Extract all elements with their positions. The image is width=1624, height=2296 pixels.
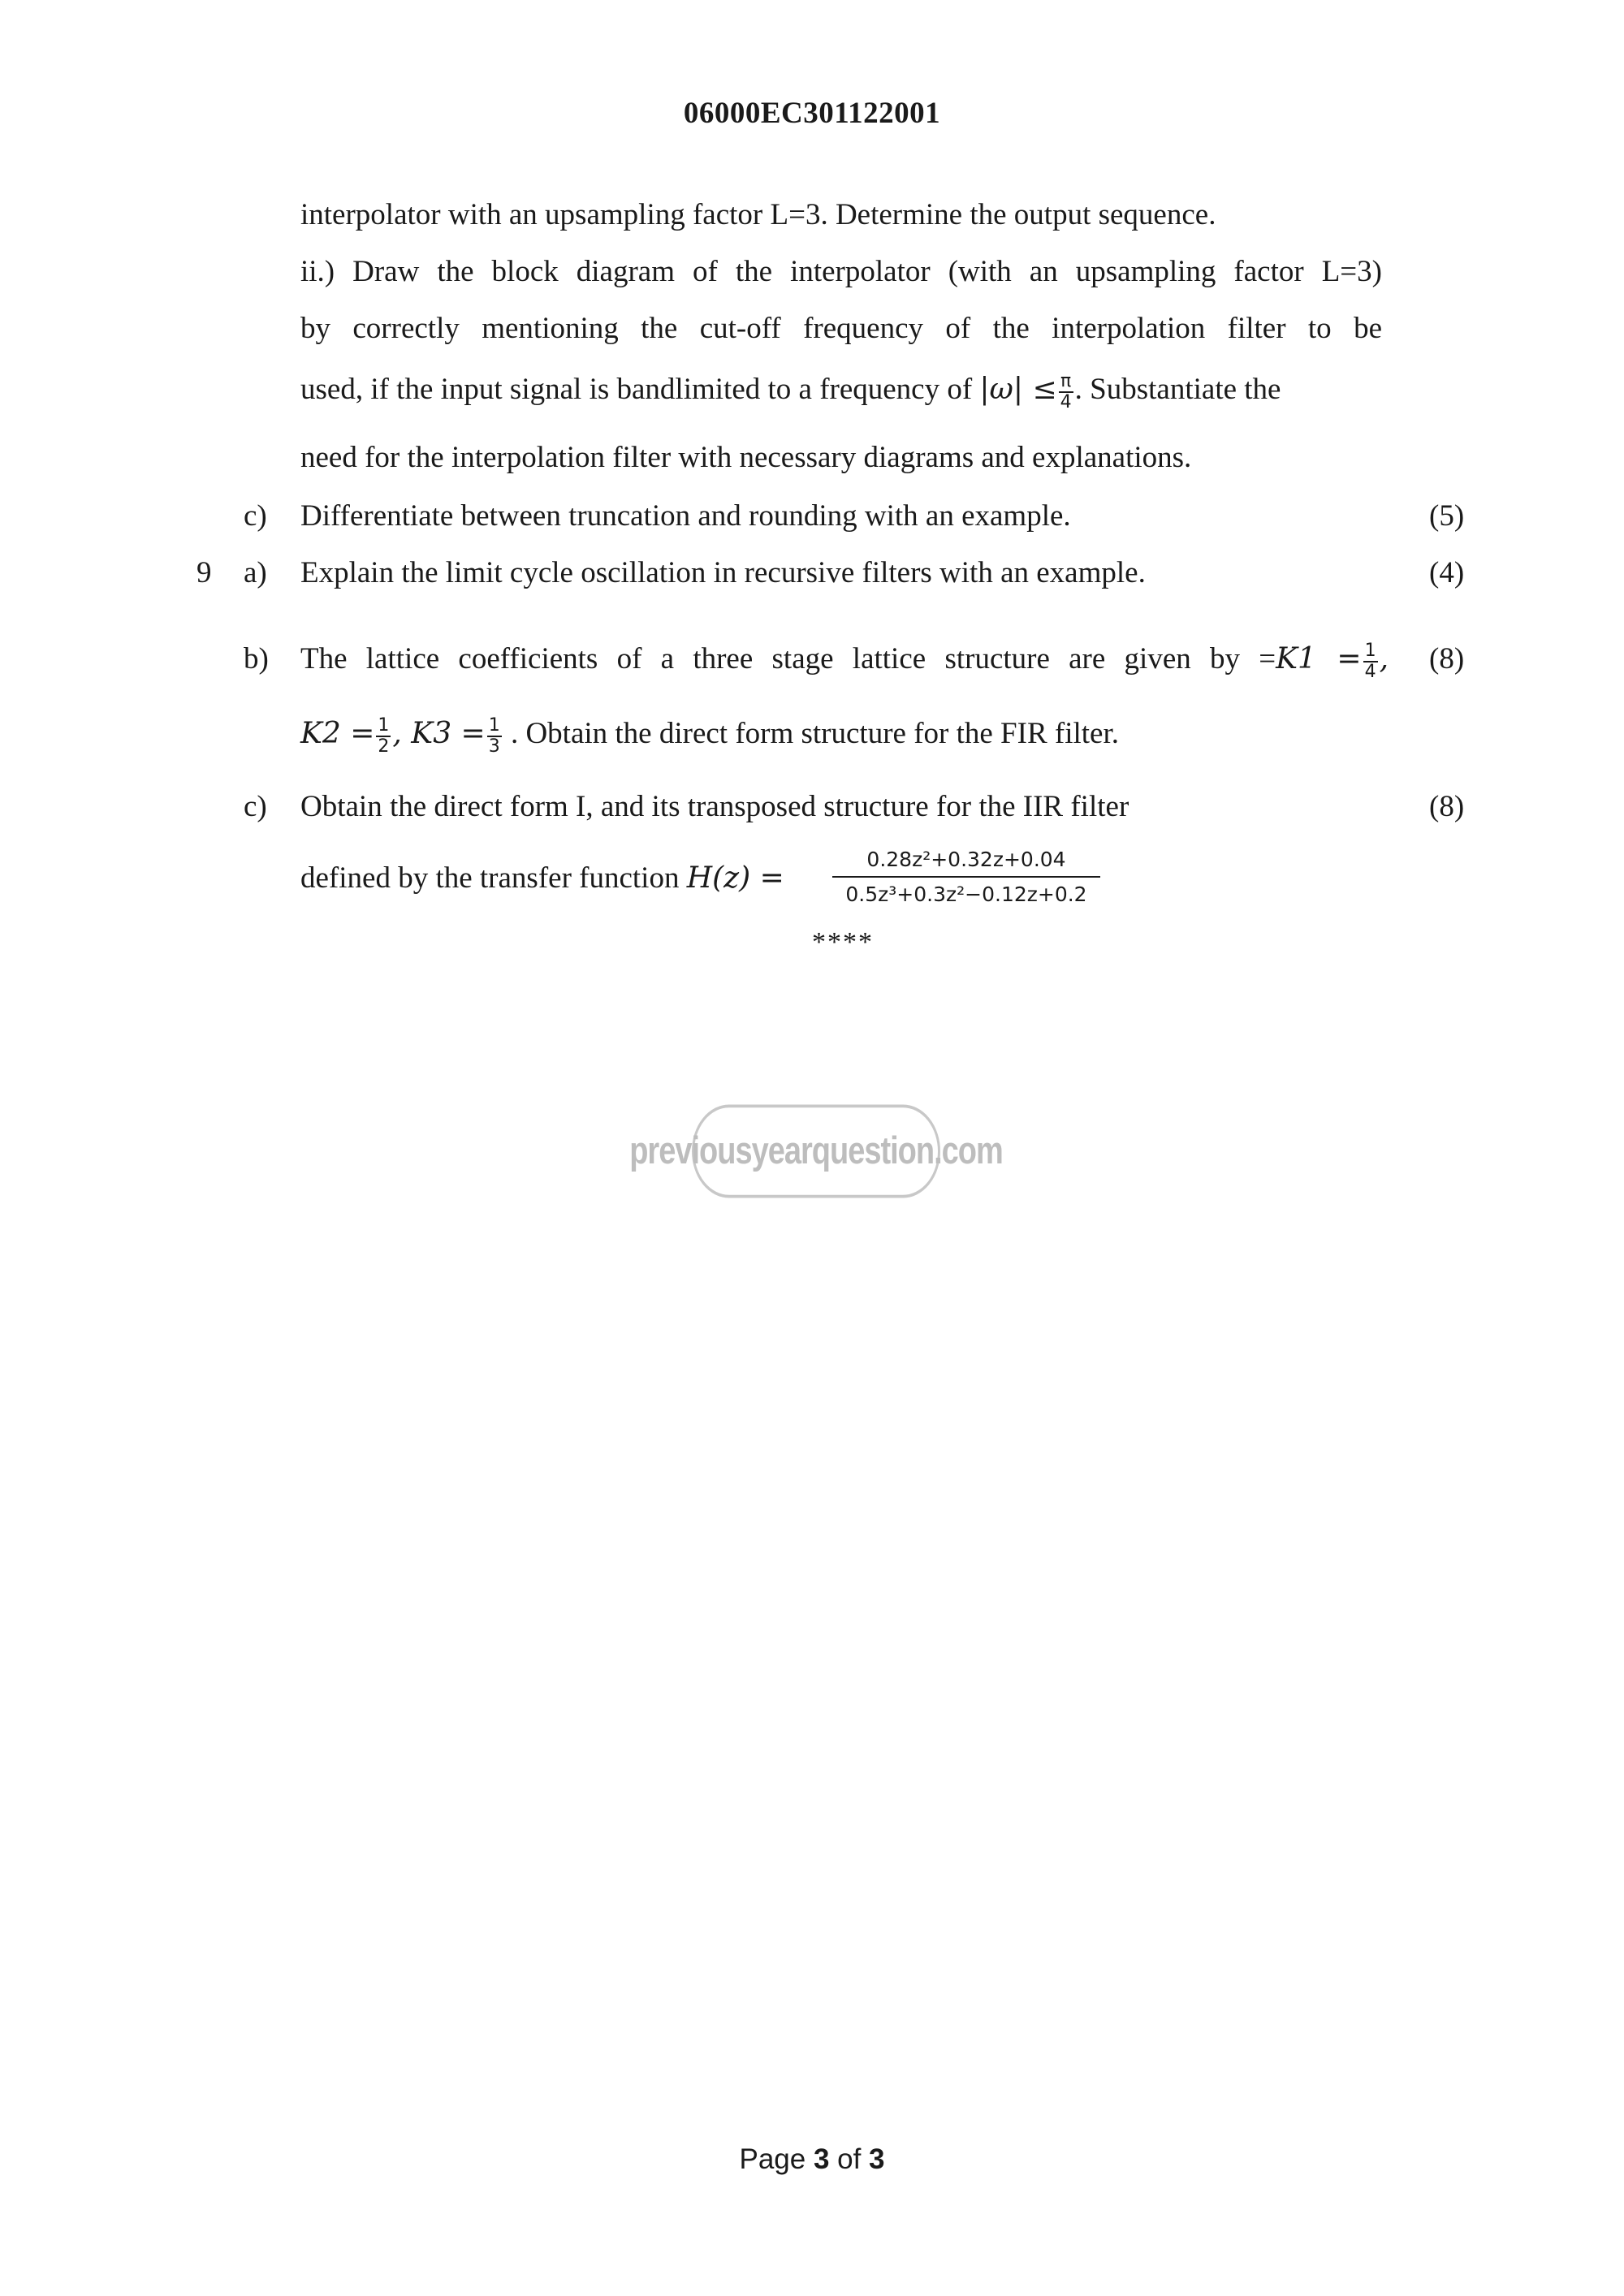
q8b-ii-line-3-post: . Substantiate the	[1074, 373, 1281, 406]
k1-comma: ,	[1379, 642, 1389, 675]
footer-prefix: Page	[739, 2143, 814, 2175]
q8b-ii-line-1: ii.) Draw the block diagram of the interpolator (with an upsampling factor L=3)	[300, 255, 1382, 288]
k1-symbol: K1 =	[1276, 642, 1362, 675]
k3-symbol: K3 =	[411, 717, 486, 750]
page-number-footer	[0, 2143, 1624, 2176]
transfer-function-numerator: 0.28z²+0.32z+0.04	[832, 848, 1100, 878]
fraction-numerator: 1	[1364, 641, 1376, 662]
end-of-paper-marker: ****	[812, 927, 874, 957]
q9b-text-post: . Obtain the direct form structure for the FIR filter.	[503, 717, 1119, 750]
k1-fraction	[1363, 641, 1378, 680]
q9a-marks: (4)	[1429, 556, 1465, 589]
footer-total-pages: 3	[869, 2143, 885, 2175]
footer-middle: of	[829, 2143, 870, 2175]
fraction-denominator: 3	[488, 736, 500, 757]
q8b-ii-line-2: by correctly mentioning the cut-off frequency of the interpolation filter to be	[300, 312, 1382, 345]
q9b-text-pre: The lattice coefficients of a three stage lattice structure are given by =	[300, 642, 1276, 675]
q9b-line-1	[300, 641, 1389, 681]
fraction-numerator: π	[1059, 372, 1073, 392]
q9b-marks: (8)	[1429, 642, 1465, 675]
q9b-label: b)	[244, 642, 269, 675]
pi-over-4-fraction	[1059, 372, 1073, 411]
q8b-ii-line-3	[300, 372, 1382, 412]
fraction-denominator: 2	[378, 736, 390, 757]
k2-fraction	[376, 716, 391, 755]
q9c-marks: (8)	[1429, 790, 1465, 823]
transfer-function-denominator: 0.5z³+0.3z²−0.12z+0.2	[845, 883, 1087, 906]
q9a-label: a)	[244, 556, 267, 589]
k2-comma: ,	[392, 717, 412, 750]
q8b-line-1: interpolator with an upsampling factor L=3. Determine the output sequence.	[300, 198, 1216, 231]
q8b-ii-line-3-pre: used, if the input signal is bandlimited to a frequency of	[300, 373, 980, 406]
fraction-denominator: 4	[1060, 391, 1072, 412]
transfer-function-fraction	[832, 848, 1100, 906]
q9-number: 9	[197, 556, 212, 589]
q8c-text: Differentiate between truncation and rounding with an example.	[300, 499, 1071, 533]
website-watermark: previousyearquestion.com	[692, 1105, 940, 1198]
q8c-label: c)	[244, 499, 267, 533]
q9c-text: Obtain the direct form I, and its transposed structure for the IIR filter	[300, 790, 1129, 823]
fraction-numerator: 1	[488, 715, 500, 736]
fraction-numerator: 1	[378, 715, 390, 736]
q9a-text: Explain the limit cycle oscillation in recursive filters with an example.	[300, 556, 1146, 589]
q9c-line-2-text: defined by the transfer function	[300, 861, 687, 895]
q9b-line-2	[300, 716, 1119, 756]
q8c-marks: (5)	[1429, 499, 1465, 533]
paper-code-header: 06000EC301122001	[683, 97, 941, 130]
q8b-ii-line-4: need for the interpolation filter with necessary diagrams and explanations.	[300, 441, 1192, 474]
k3-fraction	[487, 716, 502, 755]
q9c-line-2	[300, 861, 784, 896]
footer-current-page: 3	[813, 2143, 830, 2175]
transfer-function-symbol: H(z) =	[686, 861, 784, 895]
fraction-denominator: 4	[1364, 661, 1376, 682]
k2-symbol: K2 =	[300, 717, 375, 750]
q9c-label: c)	[244, 790, 267, 823]
omega-inequality: |ω| ≤	[979, 373, 1057, 406]
